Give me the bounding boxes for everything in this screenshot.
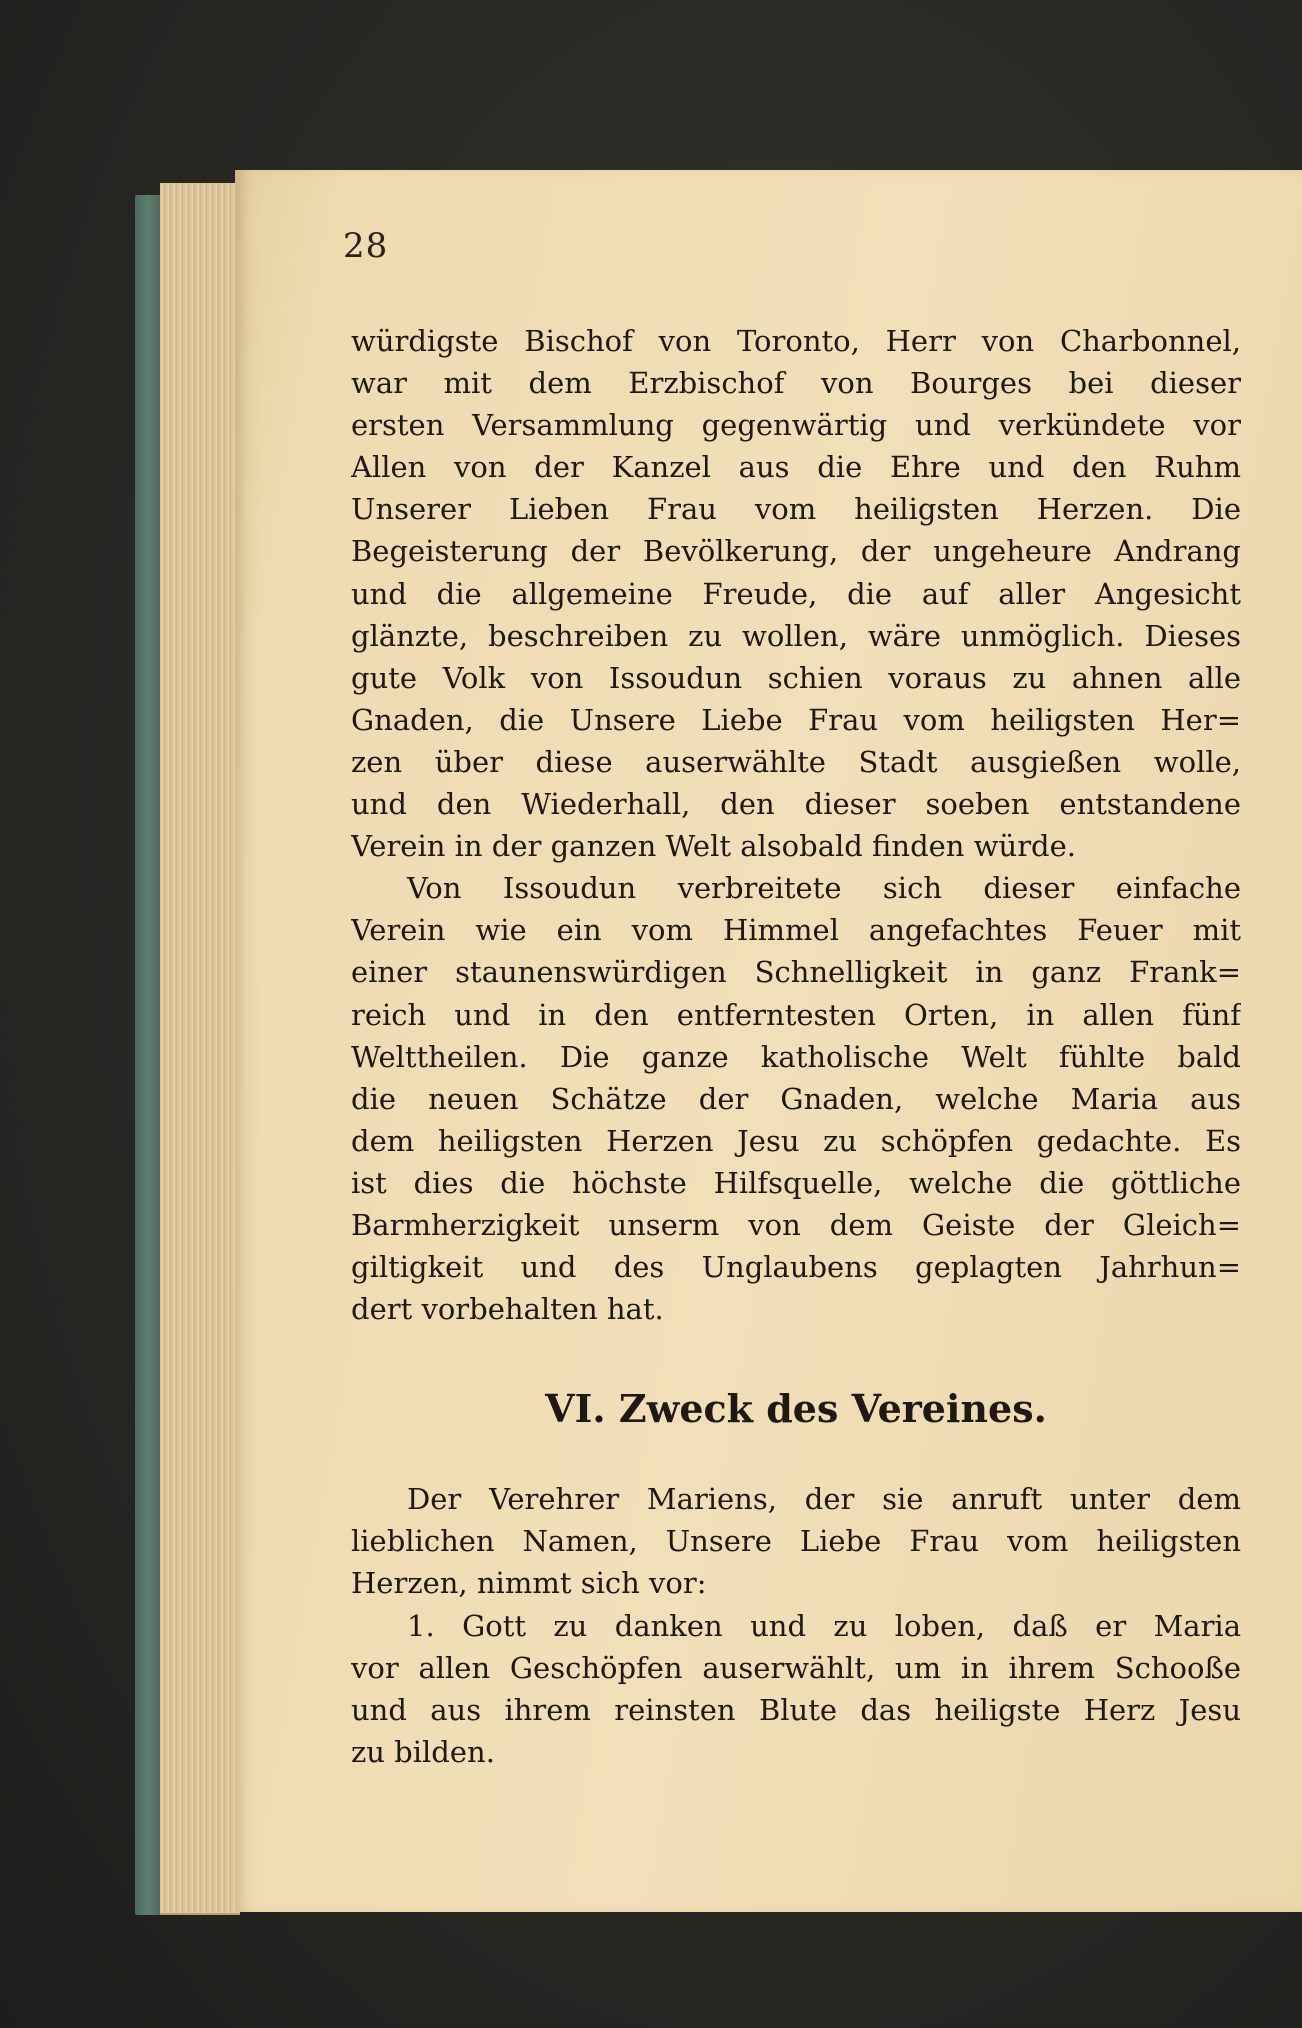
text-line: vor allen Geschöpfen auserwählt, um in ihrem Schooße: [351, 1650, 1241, 1685]
text-line: giltigkeit und des Unglaubens geplagten Jahrhun=: [351, 1250, 1241, 1285]
text-line: einer staunenswürdigen Schnelligkeit in ganz Frank=: [351, 955, 1241, 990]
section-heading: VI. Zweck des Vereines.: [545, 1386, 1047, 1432]
text-line: ist dies die höchste Hilfsquelle, welche die göttliche: [351, 1165, 1241, 1200]
page-number: 28: [343, 226, 389, 266]
text-line: Von Issoudun verbreitete sich dieser einfache: [407, 871, 1241, 906]
text-line: lieblichen Namen, Unsere Liebe Frau vom heiligsten: [351, 1524, 1241, 1559]
text-line: reich und in den entferntesten Orten, in allen fünf: [351, 997, 1241, 1032]
page-text: [351, 320, 1241, 1773]
text-line: 1. Gott zu danken und zu loben, daß er Maria: [407, 1608, 1241, 1643]
text-line: und aus ihrem reinsten Blute das heiligste Herz Jesu: [351, 1692, 1241, 1727]
text-line: ersten Versammlung gegenwärtig und verkündete vor: [351, 408, 1241, 443]
text-line: Unserer Lieben Frau vom heiligsten Herzen. Die: [351, 492, 1241, 527]
text-line: die neuen Schätze der Gnaden, welche Maria aus: [351, 1081, 1241, 1116]
text-line: zen über diese auserwählte Stadt ausgießen wolle,: [351, 744, 1241, 779]
text-line: Verein in der ganzen Welt alsobald finden würde.: [351, 829, 1076, 864]
book-page: [235, 170, 1302, 1912]
text-line: und die allgemeine Freude, die auf aller Angesicht: [351, 576, 1241, 611]
text-line: würdigste Bischof von Toronto, Herr von Charbonnel,: [351, 324, 1241, 358]
text-line: und den Wiederhall, den dieser soeben entstandene: [351, 787, 1241, 822]
text-line: gute Volk von Issoudun schien voraus zu ahnen alle: [351, 660, 1241, 695]
text-line: zu bilden.: [351, 1734, 495, 1769]
text-line: Begeisterung der Bevölkerung, der ungeheure Andrang: [351, 534, 1241, 569]
text-line: Barmherzigkeit unserm von dem Geiste der Gleich=: [351, 1207, 1241, 1242]
text-line: dem heiligsten Herzen Jesu zu schöpfen gedachte. Es: [351, 1123, 1241, 1158]
text-line: war mit dem Erzbischof von Bourges bei dieser: [351, 366, 1241, 401]
text-line: Allen von der Kanzel aus die Ehre und den Ruhm: [351, 450, 1241, 485]
text-line: dert vorbehalten hat.: [351, 1292, 664, 1327]
text-line: Der Verehrer Mariens, der sie anruft unter dem: [407, 1482, 1241, 1517]
text-line: Verein wie ein vom Himmel angefachtes Feuer mit: [351, 913, 1241, 948]
text-line: Gnaden, die Unsere Liebe Frau vom heiligsten Her=: [351, 702, 1241, 737]
text-line: glänzte, beschreiben zu wollen, wäre unmöglich. Dieses: [351, 618, 1241, 653]
text-line: Herzen, nimmt sich vor:: [351, 1566, 707, 1601]
text-line: Welttheilen. Die ganze katholische Welt fühlte bald: [351, 1039, 1241, 1074]
page-edges: [160, 183, 240, 1915]
